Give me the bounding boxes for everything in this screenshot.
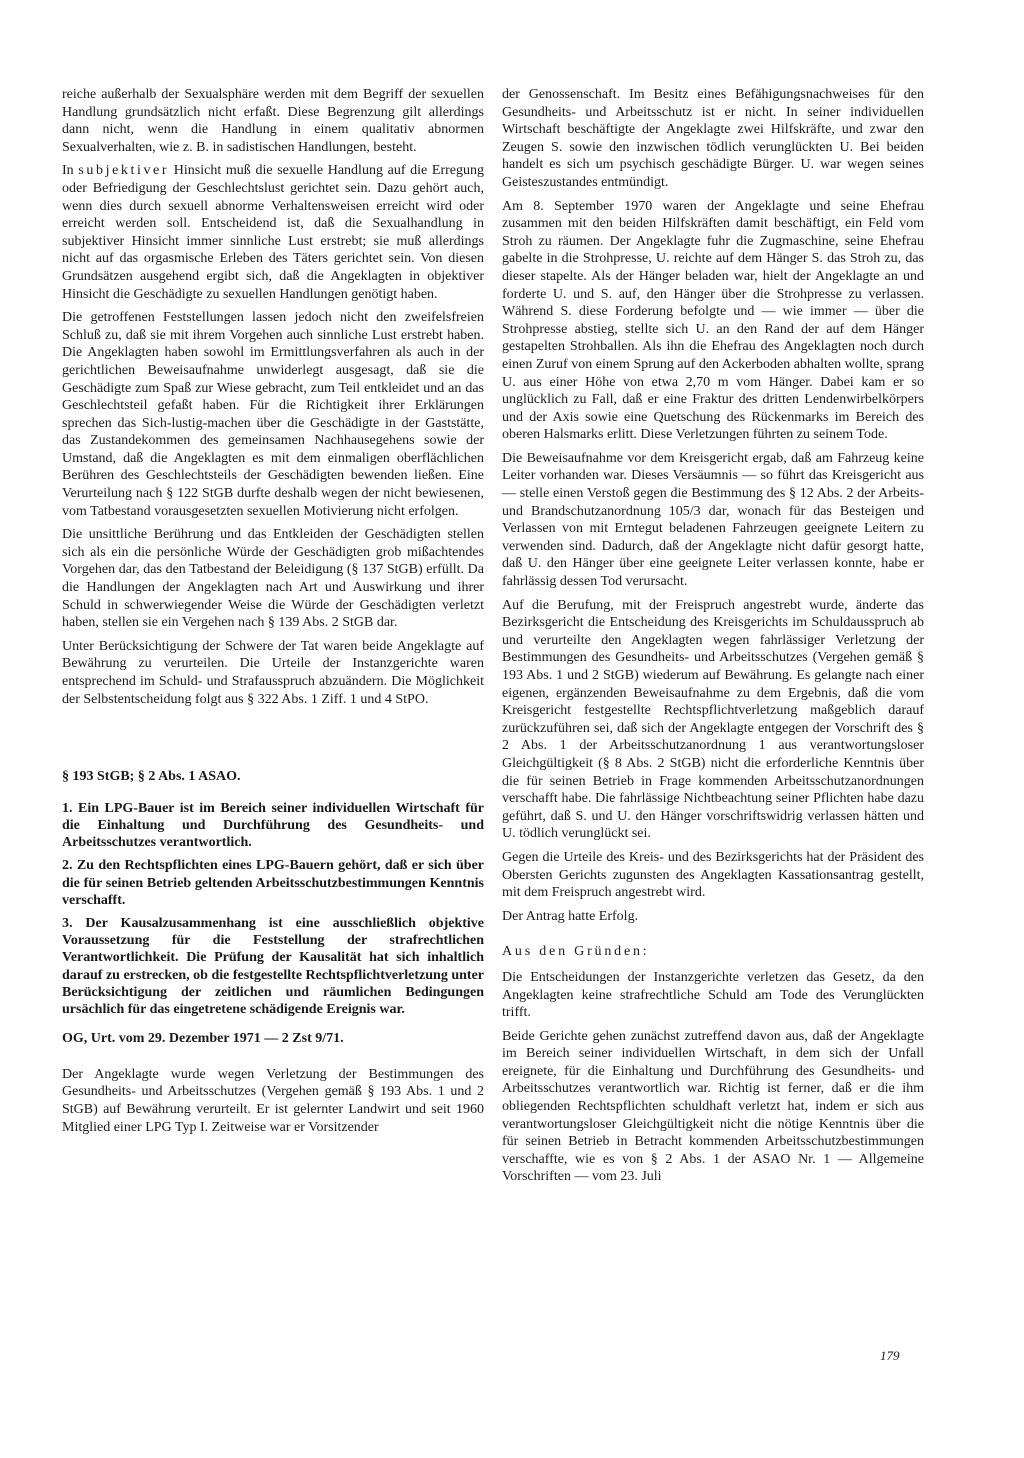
- left-column: [62, 86, 484, 1142]
- headnote-2: 2. Zu den Rechtspflichten eines LPG-Bauern gehört, daß er sich über die für seinen Betrieb geltenden Arbeitsschutzbestimmungen Kenntnis verschafft.: [62, 858, 484, 908]
- left-paragraph-1: reiche außerhalb der Sexualsphäre werden mit dem Begriff der sexuellen Handlung grundsätzlich nicht erfaßt. Diese Begrenzung gilt allerdings dann nicht, wenn die Handlung in einem qualitativ abnormen Sexualverhalten, wie z. B. in sadistischen Handlungen, besteht.: [62, 87, 484, 155]
- court-decision-line: OG, Urt. vom 29. Dezember 1971 — 2 Zst 9/71.: [62, 1031, 344, 1047]
- right-paragraph-7: Die Entscheidungen der Instanzgerichte verletzen das Gesetz, da den Angeklagten keine strafrechtliche Schuld am Tode des Verunglückten trifft.: [502, 969, 924, 1021]
- right-paragraph-5: Gegen die Urteile des Kreis- und des Bezirksgerichts hat der Präsident des Obersten Gerichts zugunsten des Angeklagten Kassationsantrag gestellt, mit dem Freispruch angestrebt wird.: [502, 849, 924, 901]
- left-paragraph-4: Die unsittliche Berührung und das Entkleiden der Geschädigten stellen sich als ein die persönliche Würde der Geschädigten grob mißachtendes Vorgehen dar, das den Tatbestand der Beleidigung (§ 137 StGB) erfüllt. Da die Handlungen der Angeklagten nach Art und Auswirkung und ihrer Schuld in schwerwiegender Weise die Würde der Geschädigten verletzt haben, stellen sie ein Vergehen nach § 139 Abs. 2 StGB dar.: [62, 527, 484, 631]
- left-paragraph-2-rest: Hinsicht muß die sexuelle Handlung auf die Erregung oder Befriedigung der Geschlechtslust gerichtet sein. Dazu gehört auch, wenn dies durch sexuell abnorme Verhaltensweisen erreicht wird oder erreicht werden soll. Entscheidend ist, daß die Sexualhandlung in subjektiver Hinsicht immer sinnliche Lust erstrebt; sie muß allerdings nicht auf das orgasmische Erleben des Täters gerichtet sein. Von diesen Grundsätzen ausgehend ergibt sich, daß die Angeklagten in objektiver Hinsicht die Geschädigte zu sexuellen Handlungen genötigt haben.: [62, 163, 484, 302]
- right-paragraph-8: Beide Gerichte gehen zunächst zutreffend davon aus, daß der Angeklagte im Bereich seiner individuellen Wirtschaft, in dem sich der Unfall ereignete, für die Einhaltung und Durchführung des Gesundheits- und Arbeitsschutzes verantwortlich war. Richtig ist ferner, daß er die ihm obliegenden Rechtspflichten schuldhaft verletzt hat, indem er sich aus verantwortungsloser Gleichgültigkeit nicht die nötige Kenntnis über die für seinen Betrieb in Betracht kommenden Arbeitsschutzbestimmungen verschaffte, wie es von § 2 Abs. 1 der ASAO Nr. 1 — Allgemeine Vorschriften — vom 23. Juli: [502, 1028, 924, 1185]
- left-paragraph-3: Die getroffenen Feststellungen lassen jedoch nicht den zweifelsfreien Schluß zu, daß sie mit ihrem Vorgehen auch sinnliche Lust erstrebt haben. Die Angeklagten haben sowohl im Ermittlungsverfahren als auch in der gerichtlichen Beweisaufnahme unwiderlegt ausgesagt, daß sie die Geschädigte zum Spaß zur Wiese gebracht, zum Teil entkleidet und an das Geschlechtsteil gefaßt haben. Für die Richtigkeit ihrer Erklärungen sprechen das Sich-lustig-machen über die Geschädigte in der Gaststätte, das Zustandekommen des gemeinsamen Nachhausegehens sowie der Umstand, daß die Angeklagten es mit dem einmaligen oberflächlichen Berühren des Geschlechtsteils der Geschädigten bewenden ließen. Eine Verurteilung nach § 122 StGB durfte deshalb wegen der nicht bewiesenen, vom Tatbestand vorausgesetzten sexuellen Motivierung nicht erfolgen.: [62, 310, 484, 519]
- left-paragraph-2-lead: In: [62, 163, 79, 179]
- reasons-heading: Aus den Gründen:: [502, 944, 650, 960]
- law-reference-heading: § 193 StGB; § 2 Abs. 1 ASAO.: [62, 769, 241, 785]
- right-column: [502, 86, 924, 1192]
- emphasis-subjektiver: subjektiver: [78, 163, 170, 179]
- left-paragraph-2: [62, 162, 484, 303]
- left-paragraph-5: Unter Berücksichtigung der Schwere der Tat waren beide Angeklagte auf Bewährung zu verurteilen. Die Urteile der Instanzgerichte waren entsprechend im Schuld- und Strafausspruch abzuändern. Die Möglichkeit der Selbstentscheidung folgt aus § 322 Abs. 1 Ziff. 1 und 4 StPO.: [62, 638, 484, 707]
- headnote-1: 1. Ein LPG-Bauer ist im Bereich seiner individuellen Wirtschaft für die Einhaltung und Durchführung des Gesundheits- und Arbeitsschutzes verantwortlich.: [62, 800, 484, 851]
- left-paragraph-6: Der Angeklagte wurde wegen Verletzung der Bestimmungen des Gesundheits- und Arbeitsschutzes (Vergehen gemäß § 193 Abs. 1 und 2 StGB) auf Bewährung verurteilt. Er ist gelernter Landwirt und seit 1960 Mitglied einer LPG Typ I. Zeitweise war er Vorsitzender: [62, 1066, 484, 1135]
- headnote-3: 3. Der Kausalzusammenhang ist eine ausschließlich objektive Voraussetzung für die Feststellung der strafrechtlichen Verantwortlichkeit. Die Prüfung der Kausalität hat sich inhaltlich darauf zu erstrecken, ob die festgestellte Rechtspflichtverletzung unter Berücksichtigung der zeitlichen und räumlichen Bedingungen ursächlich für das eingetretene schädigende Ereignis war.: [62, 916, 484, 1018]
- right-paragraph-3: Die Beweisaufnahme vor dem Kreisgericht ergab, daß am Fahrzeug keine Leiter vorhanden war. Dieses Versäumnis — so führt das Kreisgericht aus — stelle einen Verstoß gegen die Bestimmung des § 12 Abs. 2 der Arbeits- und Brandschutzanordnung 105/3 dar, wonach für das Besteigen und Verlassen von mit Erntegut beladenen Fahrzeugen geeignete Leitern zu verwenden sind. Dadurch, daß der Angeklagte nicht dafür gesorgt hatte, daß U. den Hänger über eine geeignete Leiter verlassen konnte, habe er fahrlässig dessen Tod verursacht.: [502, 450, 924, 590]
- page-number: 179: [880, 1348, 900, 1363]
- right-paragraph-2: Am 8. September 1970 waren der Angeklagte und seine Ehefrau zusammen mit den beiden Hilfskräften damit beschäftigt, ein Feld vom Stroh zu räumen. Der Angeklagte fuhr die Zugmaschine, seine Ehefrau gabelte in die Strohpresse, U. reichte auf dem Hänger S. das Stroh zu, das dieser stapelte. Als der Hänger beladen war, hielt der Angeklagte an und forderte U. und S. auf, den Hänger über die Strohpresse zu verlassen. Während S. diese Forderung befolgte und — wie immer — über die Strohpresse abstieg, stellte sich U. an den Rand der auf dem Hänger gestapelten Strohballen. Als ihn die Ehefrau des Angeklagten noch durch einen Zuruf von einem Sprung auf den Ackerboden abhalten wollte, sprang U. aus einer Höhe von etwa 2,70 m vom Hänger. Dabei kam er so unglücklich zu Fall, daß er eine Fraktur des dritten Lendenwirbelkörpers und der Axis sowie eine Quetschung des Rückenmarks im Bereich des oberen Halsmarks erlitt. Diese Verletzungen führten zu seinem Tode.: [502, 198, 924, 443]
- right-paragraph-4: Auf die Berufung, mit der Freispruch angestrebt wurde, änderte das Bezirksgericht die Entscheidung des Kreisgerichts im Schuldausspruch ab und verurteilte den Angeklagten wegen fahrlässiger Verletzung der Bestimmungen des Gesundheits- und Arbeitsschutzes (Vergehen gemäß § 193 Abs. 1 und 2 StGB) wiederum auf Bewährung. Es gelangte nach einer eigenen, ergänzenden Beweisaufnahme zu dem Ergebnis, daß die vom Kreisgericht festgestellte Rechtspflichtverletzung maßgeblich darauf zurückzuführen sei, daß sich der Angeklagte entgegen der Vorschrift des § 2 Abs. 1 der Arbeitsschutzanordnung 1 aus verantwortungsloser Gleichgültigkeit (§ 8 Abs. 2 StGB) nicht die erforderliche Kenntnis über die für seinen Betrieb in Frage kommenden Arbeitsschutzanordnungen verschafft habe. Die fahrlässige Nichtbeachtung seiner Pflichten habe dazu geführt, daß S. und U. den Hänger vorschriftswidrig verlassen hätten und U. tödlich verunglückt sei.: [502, 597, 924, 842]
- right-paragraph-6: Der Antrag hatte Erfolg.: [502, 908, 639, 924]
- right-paragraph-1: der Genossenschaft. Im Besitz eines Befähigungsnachweises für den Gesundheits- und Arbeitsschutz ist er nicht. In seiner individuellen Wirtschaft beschäftigte der Angeklagte zwei Hilfskräfte, und zwar den Zeugen S. sowie den inzwischen tödlich verunglückten U. Bei beiden handelt es sich um psychisch geschädigte Bürger. U. war wegen seines Geisteszustandes entmündigt.: [502, 87, 924, 190]
